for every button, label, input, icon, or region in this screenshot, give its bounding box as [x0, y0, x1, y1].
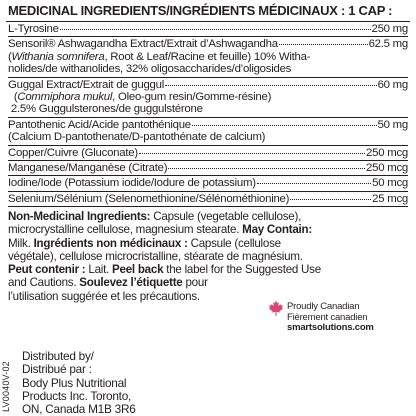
divider [8, 117, 408, 118]
peel-back-text-fr: pour [182, 276, 208, 290]
ingredient-row [8, 177, 408, 189]
maple-leaf-icon [269, 300, 283, 316]
ingredient-amount: 62.5 mg [368, 38, 408, 51]
ingredient-detail: 2.5% Guggulsterones/de guggulstérone [8, 103, 203, 116]
ingredient-row [8, 23, 408, 35]
ingredient-name: Manganese/Manganèse (Citrate) [8, 162, 168, 175]
ingredient-amount: 250 mcg [366, 146, 408, 159]
proudly-canadian-badge [287, 302, 374, 334]
ingredient-detail: (Withania somnifera, Root & Leaf/Racine et feuille) 10% Witha- [8, 50, 311, 63]
non-medicinal-heading: Non-Medicinal Ingredients: [8, 210, 151, 224]
divider [8, 206, 408, 207]
ingredient-row [8, 119, 408, 131]
ingredient-name: Guggal Extract/Extrait de guggul [8, 78, 164, 91]
dot-leader [168, 168, 365, 169]
ingredient-name: L-Tyrosine [8, 23, 59, 35]
ingredient-name: Sensoril® Ashwagandha Extract/Extrait d’Ashwagandha [8, 38, 278, 51]
badge-line: Fièrement canadien [287, 311, 368, 323]
non-medicinal-text: microcrystalline cellulose, magnesium stearate. [8, 223, 243, 237]
ingredient-detail: (Calcium D-pantothenate/D-pantothénate de calcium) [8, 131, 266, 144]
latin-name: Commiphora mukul [17, 91, 113, 104]
ingredient-amount: 25 mcg [372, 192, 408, 205]
dot-leader [279, 44, 368, 45]
ingredients-list [6, 22, 410, 207]
dot-leader [257, 183, 371, 184]
badge-line: Proudly Canadian [287, 301, 360, 312]
non-medicinal-ingredients [6, 208, 410, 302]
website-link: smartsolutions.com [287, 322, 374, 333]
divider [8, 77, 408, 78]
peel-back-heading: Peel back [112, 263, 164, 277]
dot-leader [139, 153, 365, 154]
dot-leader [192, 125, 377, 126]
dot-leader [290, 199, 371, 200]
dot-leader [165, 85, 377, 86]
distributor-info [22, 350, 136, 416]
ingredient-amount: 50 mg [377, 118, 408, 131]
ingredient-name: Copper/Cuivre (Gluconate) [8, 146, 138, 159]
ingredient-row [8, 38, 408, 50]
dot-leader [60, 29, 371, 30]
peel-back-text: the label for the Suggested Use [163, 263, 321, 277]
ingredient-detail: (Commiphora mukul, Oleo-gum resin/Gomme-résine) [8, 91, 272, 104]
allergen-text: Milk. [8, 236, 34, 250]
non-medicinal-heading-fr: Ingrédients non médicinaux : [33, 236, 188, 250]
ingredient-amount: 50 mcg [372, 177, 408, 190]
ingredient-row [8, 147, 408, 159]
non-medicinal-text-fr: Capsule (cellulose [187, 236, 281, 250]
distributor-line: Products Inc. Toronto, [22, 388, 132, 403]
label-code: LV0040V-02 [1, 361, 11, 412]
divider [8, 36, 408, 37]
ingredient-name: Pantothenic Acid/Acide pantothénique [8, 118, 191, 131]
ingredient-amount: 250 mg [371, 23, 408, 35]
ingredient-detail: nolides/de withanolides, 32% oligosaccharides/d’oligosides [8, 63, 292, 76]
divider [8, 145, 408, 146]
divider [8, 191, 408, 192]
non-medicinal-text-fr: végétale), cellulose microcristalline, stéarate de magnésium. [8, 249, 303, 263]
medicinal-ingredients-header: MEDICINAL INGREDIENTS/INGRÉDIENTS MÉDICINAUX : 1 CAP : [6, 0, 410, 22]
divider [8, 175, 408, 176]
ingredient-amount: 60 mg [377, 78, 408, 91]
latin-name: Withania somnifera [11, 50, 105, 63]
distributor-line: Distribué par : [22, 362, 92, 377]
non-medicinal-text: Capsule (vegetable cellulose), [150, 210, 302, 224]
ingredient-row [8, 79, 408, 91]
ingredient-row [8, 193, 408, 205]
may-contain-heading: May Contain: [242, 223, 312, 237]
ingredient-row [8, 162, 408, 174]
distributor-line: Distributed by/ [22, 349, 94, 363]
ingredient-name: Iodine/Iode (Potassium iodide/Iodure de potassium) [8, 177, 256, 190]
distributor-line: Body Plus Nutritional [22, 375, 127, 390]
peel-back-text-fr: l’utilisation suggérée et les précautions. [8, 289, 200, 303]
peel-back-heading-fr: Soulevez l’étiquette [79, 276, 183, 290]
distributor-line: ON, Canada M1B 3R6 [22, 402, 136, 416]
allergen-text-fr: Lait. [85, 263, 113, 277]
peel-back-text: and Cautions. [8, 276, 80, 290]
ingredient-amount: 250 mcg [366, 162, 408, 175]
may-contain-heading-fr: Peut contenir : [8, 263, 86, 277]
ingredient-name: Selenium/Sélénium (Selenomethionine/Sélénométhionine) [8, 192, 290, 205]
divider [8, 160, 408, 161]
